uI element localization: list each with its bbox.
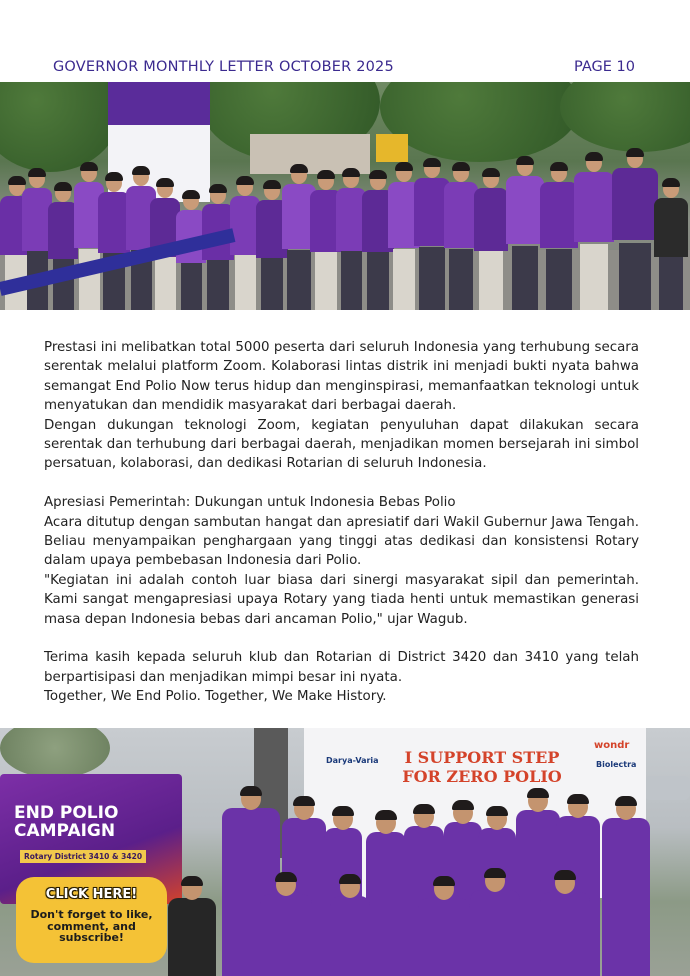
- page-header: [0, 0, 690, 82]
- backdrop-slogan: I SUPPORT STEP FOR ZERO POLIO: [402, 748, 562, 786]
- participant: [540, 164, 578, 310]
- closing-slogan: Together, We End Polio. Together, We Make History.: [44, 689, 387, 705]
- participant: [602, 798, 650, 976]
- participant: [366, 812, 406, 976]
- participant: [612, 150, 658, 310]
- parked-car: [644, 776, 690, 800]
- paragraph: Acara ditutup dengan sambutan hangat dan apresiatif dari Wakil Gubernur Jawa Tengah. Beliau menyampaikan penghargaan yang tinggi atas dedikasi dan konsistensi Rotary dalam upaya pembebasan Indonesia dari Polio.: [44, 514, 639, 569]
- cta-title: CLICK HERE!: [45, 887, 138, 902]
- campaign-subtitle: Rotary District 3410 & 3420: [20, 850, 146, 863]
- participant: [418, 878, 470, 976]
- section-subheading: Apresiasi Pemerintah: Dukungan untuk Indonesia Bebas Polio: [44, 495, 456, 511]
- paragraph: Dengan dukungan teknologi Zoom, kegiatan penyuluhan dapat dilakukan secara serentak dan terhubung dari berbagai daerah, menjadikan momen bersejarah ini simbol persatuan, kolaborasi, dan dedikasi Rotarian di seluruh Indonesia.: [44, 417, 639, 472]
- participant: [474, 170, 508, 310]
- campaign-title: END POLIO CAMPAIGN: [14, 803, 119, 841]
- tree-shape: [560, 82, 690, 152]
- subscribe-cta-button[interactable]: [16, 877, 167, 963]
- participant: [260, 874, 312, 976]
- tree-shape: [380, 82, 580, 162]
- participant: [470, 870, 520, 976]
- tree-shape: [0, 82, 120, 172]
- participant: [444, 164, 478, 310]
- sponsor-logo: wondr: [594, 740, 630, 751]
- participant: [574, 154, 614, 310]
- paragraph: Prestasi ini melibatkan total 5000 peserta dari seluruh Indonesia yang terhubung secara serentak melalui platform Zoom. Kolaborasi lintas distrik ini menjadi bukti nyata bahwa semangat End Polio Now terus hidup dan menginspirasi, memanfaatkan teknologi untuk menyatukan dan mendidik masyarakat dari berbagai daerah.: [44, 340, 639, 414]
- event-crowd-photo: [0, 82, 690, 310]
- yellow-sign: [376, 134, 408, 162]
- participant: [168, 878, 216, 976]
- tree-shape: [0, 728, 110, 778]
- page-number: PAGE 10: [574, 59, 635, 75]
- newsletter-title: GOVERNOR MONTHLY LETTER OCTOBER 2025: [53, 59, 394, 75]
- sponsor-logo: Darya-Varia: [326, 756, 379, 765]
- participant: [654, 180, 688, 310]
- participant: [540, 872, 590, 976]
- participant: [506, 158, 544, 310]
- cta-text: Don't forget to like, comment, and subscribe!: [30, 908, 153, 944]
- quote-paragraph: "Kegiatan ini adalah contoh luar biasa dari sinergi masyarakat sipil dan pemerintah. Kami sangat mengapresiasi upaya Rotary yang tiada henti untuk memastikan generasi masa depan Indonesia bebas dari ancaman Polio," ujar Wagub.: [44, 572, 639, 627]
- participant: [330, 876, 370, 976]
- sponsor-logo: Biolectra: [596, 760, 637, 769]
- article-body: [44, 338, 639, 707]
- paragraph: Terima kasih kepada seluruh klub dan Rotarian di District 3420 dan 3410 yang telah berpartisipasi dan menjadikan mimpi besar ini nyata.: [44, 650, 639, 685]
